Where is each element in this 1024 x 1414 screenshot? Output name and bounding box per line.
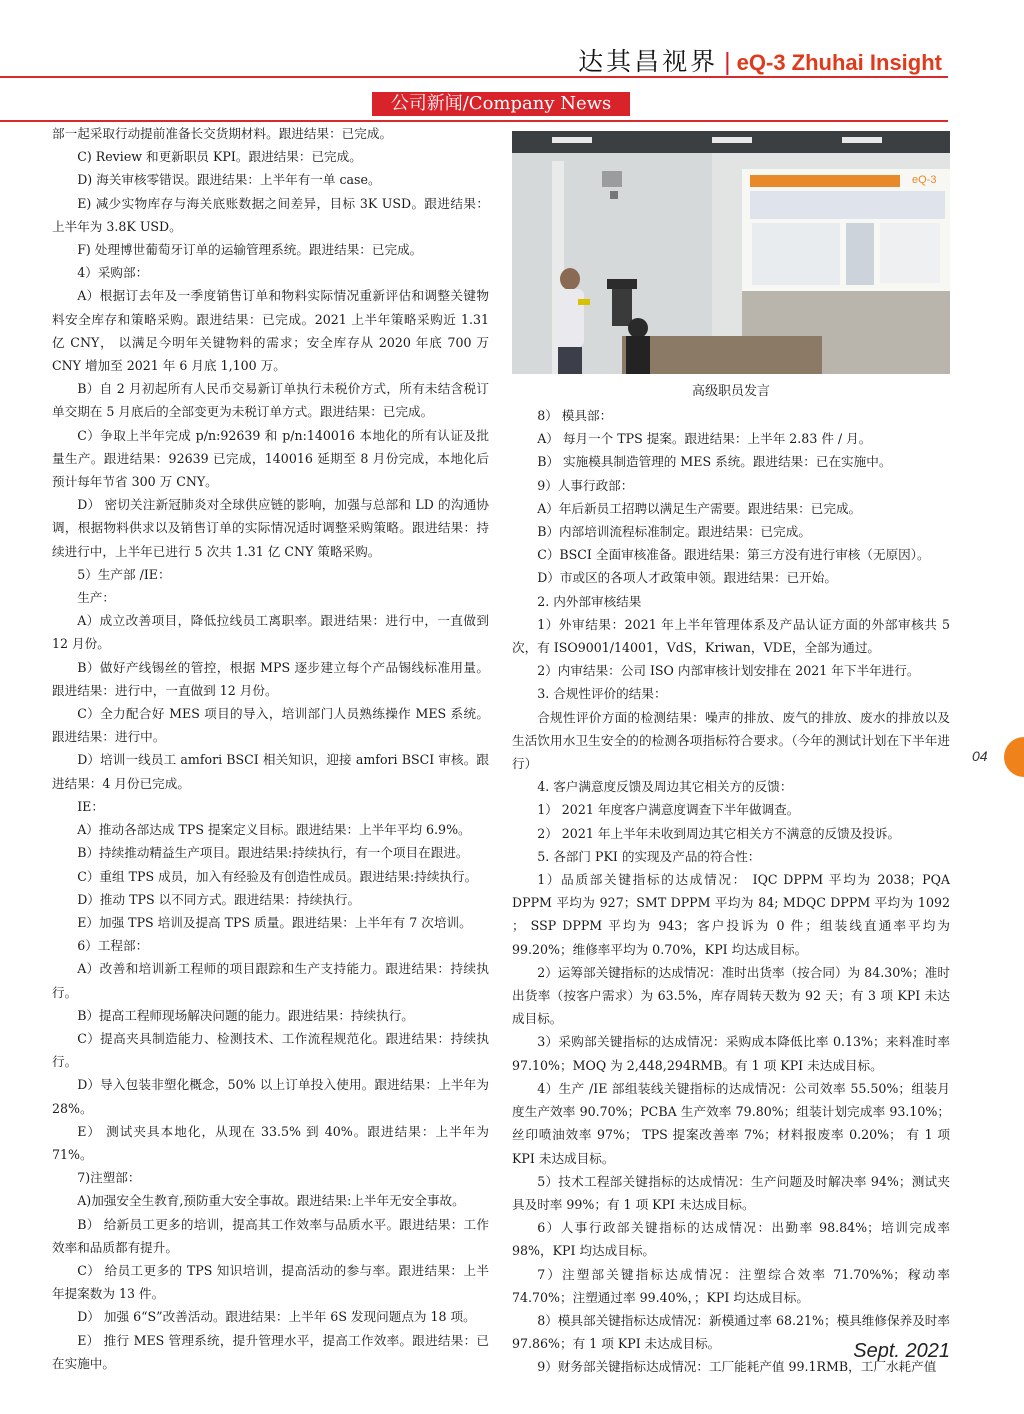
left-column [52, 122, 489, 1375]
section-title: 公司新闻/Company News [372, 92, 630, 116]
paragraph: 9）人事行政部： [537, 477, 634, 493]
paragraph: B）自 2 月初起所有人民币交易新订单执行未税价方式，所有未结含税订单交期在 5 月底后的全部变更为未税订单方式。跟进结果：已完成。 [52, 381, 489, 420]
paragraph: 1）品质部关键指标的达成情况： IQC DPPM 平均为 2038；PQA DPPM 平均为 927；SMT DPPM 平均为 84; MDQC DPPM 平均为 1092 ； SSP DPPM 平均为 943；客户投诉为 0 件；组装线直通率平均为 99.20%；维修率平均为 0.70%，KPI 均达成目标。 [512, 872, 950, 957]
paragraph: 7）注塑部关键指标达成情况：注塑综合效率 71.70%%；稼动率 74.70%；注塑通过率 99.40%，；KPI 均达成目标。 [512, 1266, 950, 1305]
paragraph: 5）技术工程部关键指标的达成情况：生产问题及时解决率 94%；测试夹具及时率 99%；有 1 项 KPI 未达成目标。 [512, 1173, 950, 1212]
paragraph: IE： [77, 798, 104, 814]
paragraph: 5. 各部门 PKI 的实现及产品的符合性： [537, 848, 761, 864]
brand-english-name: eQ-3 Zhuhai Insight [736, 50, 942, 75]
photo-caption: 高级职员发言 [691, 384, 770, 399]
paragraph: C）重组 TPS 成员，加入有经验及有创造性成员。跟进结果:持续执行。 [77, 868, 478, 884]
paragraph: A)加强安全生教育,预防重大安全事故。跟进结果:上半年无安全事故。 [77, 1193, 465, 1209]
paragraph: 2） 2021 年上半年未收到周边其它相关方不满意的反馈及投诉。 [537, 825, 901, 841]
paragraph: B）提高工程师现场解决问题的能力。跟进结果：持续执行。 [77, 1007, 414, 1023]
paragraph: D) 海关审核零错误。跟进结果：上半年有一单 case。 [77, 172, 381, 188]
paragraph: B）做好产线锡丝的管控，根据 MPS 逐步建立每个产品锡线标准用量。跟进结果：进行中，一直做到 12 月份。 [52, 659, 489, 698]
issue-date: Sept. 2021 [853, 1340, 950, 1362]
paragraph: B） 给新员工更多的培训，提高其工作效率与品质水平。跟进结果：工作效率和品质都有提升。 [52, 1216, 489, 1255]
paragraph: 8） 模具部： [537, 408, 613, 423]
paragraph: D） 加强 6“S”改善活动。跟进结果：上半年 6S 发现问题点为 18 项。 [77, 1309, 476, 1325]
paragraph: A） 每月一个 TPS 提案。跟进结果：上半年 2.83 件 / 月。 [537, 431, 872, 447]
conference-photo [512, 131, 950, 374]
paragraph: D） 密切关注新冠肺炎对全球供应链的影响，加强与总部和 LD 的沟通协调，根据物料供求以及销售订单的实际情况适时调整采购策略。跟进结果：持续进行中，上半年已进行 5 次共 1.31 亿 CNY 策略采购。 [52, 497, 489, 559]
paragraph: 2. 内外部审核结果 [537, 593, 642, 609]
paragraph: A）年后新员工招聘以满足生产需要。跟进结果：已完成。 [537, 500, 862, 516]
paragraph: A）成立改善项目，降低拉线员工离职率。跟进结果：进行中，一直做到 12 月份。 [52, 613, 489, 652]
paragraph: C）BSCI 全面审核准备。跟进结果：第三方没有进行审核（无原因）。 [537, 547, 930, 563]
paragraph: E） 推行 MES 管理系统，提升管理水平，提高工作效率。跟进结果：已在实施中。 [52, 1332, 489, 1371]
paragraph: 合规性评价方面的检测结果：噪声的排放、废气的排放、废水的排放以及生活饮用水卫生安全的的检测各项指标符合要求。（今年的测试计划在下半年进行） [512, 709, 950, 772]
slide-logo: eQ-3 [912, 174, 937, 186]
paragraph: 4. 客户满意度反馈及周边其它相关方的反馈： [537, 779, 793, 795]
page-number: 04 [972, 748, 988, 764]
paragraph: A）改善和培训新工程师的项目跟踪和生产支持能力。跟进结果：持续执行。 [52, 961, 489, 1000]
paragraph: D）培训一线员工 amfori BSCI 相关知识，迎接 amfori BSCI 审核。跟进结果：4 月份已完成。 [52, 752, 489, 791]
paragraph: D）市或区的各项人才政策申领。跟进结果：已开始。 [537, 570, 837, 586]
paragraph: 6）人事行政部关键指标的达成情况：出勤率 98.84%；培训完成率 98%，KPI 均达成目标。 [512, 1220, 950, 1259]
paragraph: F) 处理博世葡萄牙订单的运输管理系统。跟进结果：已完成。 [77, 242, 423, 258]
paragraph: 部一起采取行动提前准备长交货期材料。跟进结果：已完成。 [52, 126, 393, 141]
paragraph: 1） 2021 年度客户满意度调查下半年做调查。 [537, 802, 800, 818]
paragraph: A）根据订去年及一季度销售订单和物料实际情况重新评估和调整关键物料安全库存和策略采购。跟进结果：已完成。2021 上半年策略采购近 1.31 亿 CNY， 以满足今明年关键物料的需求；安全库存从 2020 年底 700 万 CNY 增加至 2021 年 6 月底 1,100 万。 [52, 288, 489, 374]
paragraph: 7)注塑部： [77, 1170, 141, 1186]
brand-masthead [578, 42, 942, 78]
paragraph: 1）外审结果：2021 年上半年管理体系及产品认证方面的外部审核共 5 次，有 ISO9001/14001，VdS，Kriwan，VDE，全部为通过。 [512, 616, 950, 656]
paragraph: 8）模具部关键指标达成情况：新模通过率 68.21%；模具维修保养及时率 97.86%；有 1 项 KPI 未达成目标。 [512, 1312, 950, 1352]
right-column [512, 404, 950, 1379]
paragraph: 4）生产 /IE 部组装线关键指标的达成情况：公司效率 55.50%；组装月度生产效率 90.70%；PCBA 生产效率 79.80%；组装计划完成率 93.10%；丝印喷油效率 97%； TPS 提案改善率 7%；材料报废率 0.20%； 有 1 项 KPI 未达成目标。 [512, 1080, 950, 1166]
paragraph: 2）运筹部关键指标的达成情况：准时出货率（按合同）为 84.30%；准时出货率（按客户需求）为 63.5%，库存周转天数为 92 天；有 3 项 KPI 未达成目标。 [512, 964, 950, 1027]
page-tab-marker [1004, 737, 1024, 777]
paragraph: 4）采购部： [77, 265, 149, 281]
paragraph: C）提高夹具制造能力、检测技术、工作流程规范化。跟进结果：持续执行。 [52, 1030, 489, 1070]
paragraph: A）推动各部达成 TPS 提案定义目标。跟进结果：上半年平均 6.9%。 [77, 822, 471, 838]
page-header [0, 0, 1024, 125]
paragraph: B） 实施模具制造管理的 MES 系统。跟进结果：已在实施中。 [537, 454, 892, 470]
paragraph: 2）内审结果：公司 ISO 内部审核计划安排在 2021 年下半年进行。 [537, 663, 920, 679]
paragraph: E) 减少实物库存与海关底账数据之间差异，目标 3K USD。跟进结果：上半年为 3.8K USD。 [52, 195, 489, 234]
paragraph: C） 给员工更多的 TPS 知识培训，提高活动的参与率。跟进结果：上半年提案数为 13 件。 [52, 1262, 489, 1302]
paragraph: C）全力配合好 MES 项目的导入，培训部门人员熟练操作 MES 系统。跟进结果：进行中。 [52, 706, 489, 745]
paragraph: D）推动 TPS 以不同方式。跟进结果：持续执行。 [77, 891, 361, 907]
paragraph: C）争取上半年完成 p/n:92639 和 p/n:140016 本地化的所有认证及批量生产。跟进结果：92639 已完成，140016 延期至 8 月份完成，本地化后预计每年节省 300 万 CNY。 [52, 427, 489, 490]
paragraph: D）导入包装非塑化概念，50% 以上订单投入使用。跟进结果：上半年为 28%。 [52, 1077, 489, 1116]
paragraph: 3. 合规性评价的结果： [537, 686, 667, 702]
paragraph: E） 测试夹具本地化，从现在 33.5% 到 40%。跟进结果：上半年为 71%。 [52, 1123, 489, 1162]
photo-illustration [512, 131, 950, 374]
paragraph: 生产： [77, 590, 115, 606]
paragraph: 5）生产部 /IE： [77, 566, 171, 582]
paragraph: E）加强 TPS 培训及提高 TPS 质量。跟进结果：上半年有 7 次培训。 [77, 914, 472, 930]
paragraph: 3）采购部关键指标的达成情况：采购成本降低比率 0.13%；来料准时率 97.10%；MOQ 为 2,448,294RMB。有 1 项 KPI 未达成目标。 [512, 1034, 950, 1073]
paragraph: B）持续推动精益生产项目。跟进结果:持续执行，有一个项目在跟进。 [77, 845, 469, 861]
paragraph: 9）财务部关键指标达成情况：工厂能耗产值 99.1RMB，工厂水耗产值 [537, 1359, 937, 1375]
paragraph: 6）工程部： [77, 938, 149, 954]
brand-chinese-name: 达其昌视界 [578, 47, 719, 76]
header-rule-top [0, 76, 948, 78]
paragraph: C) Review 和更新职员 KPI。跟进结果：已完成。 [77, 149, 362, 165]
brand-separator: | [724, 48, 731, 76]
paragraph: B）内部培训流程标准制定。跟进结果：已完成。 [537, 524, 811, 540]
